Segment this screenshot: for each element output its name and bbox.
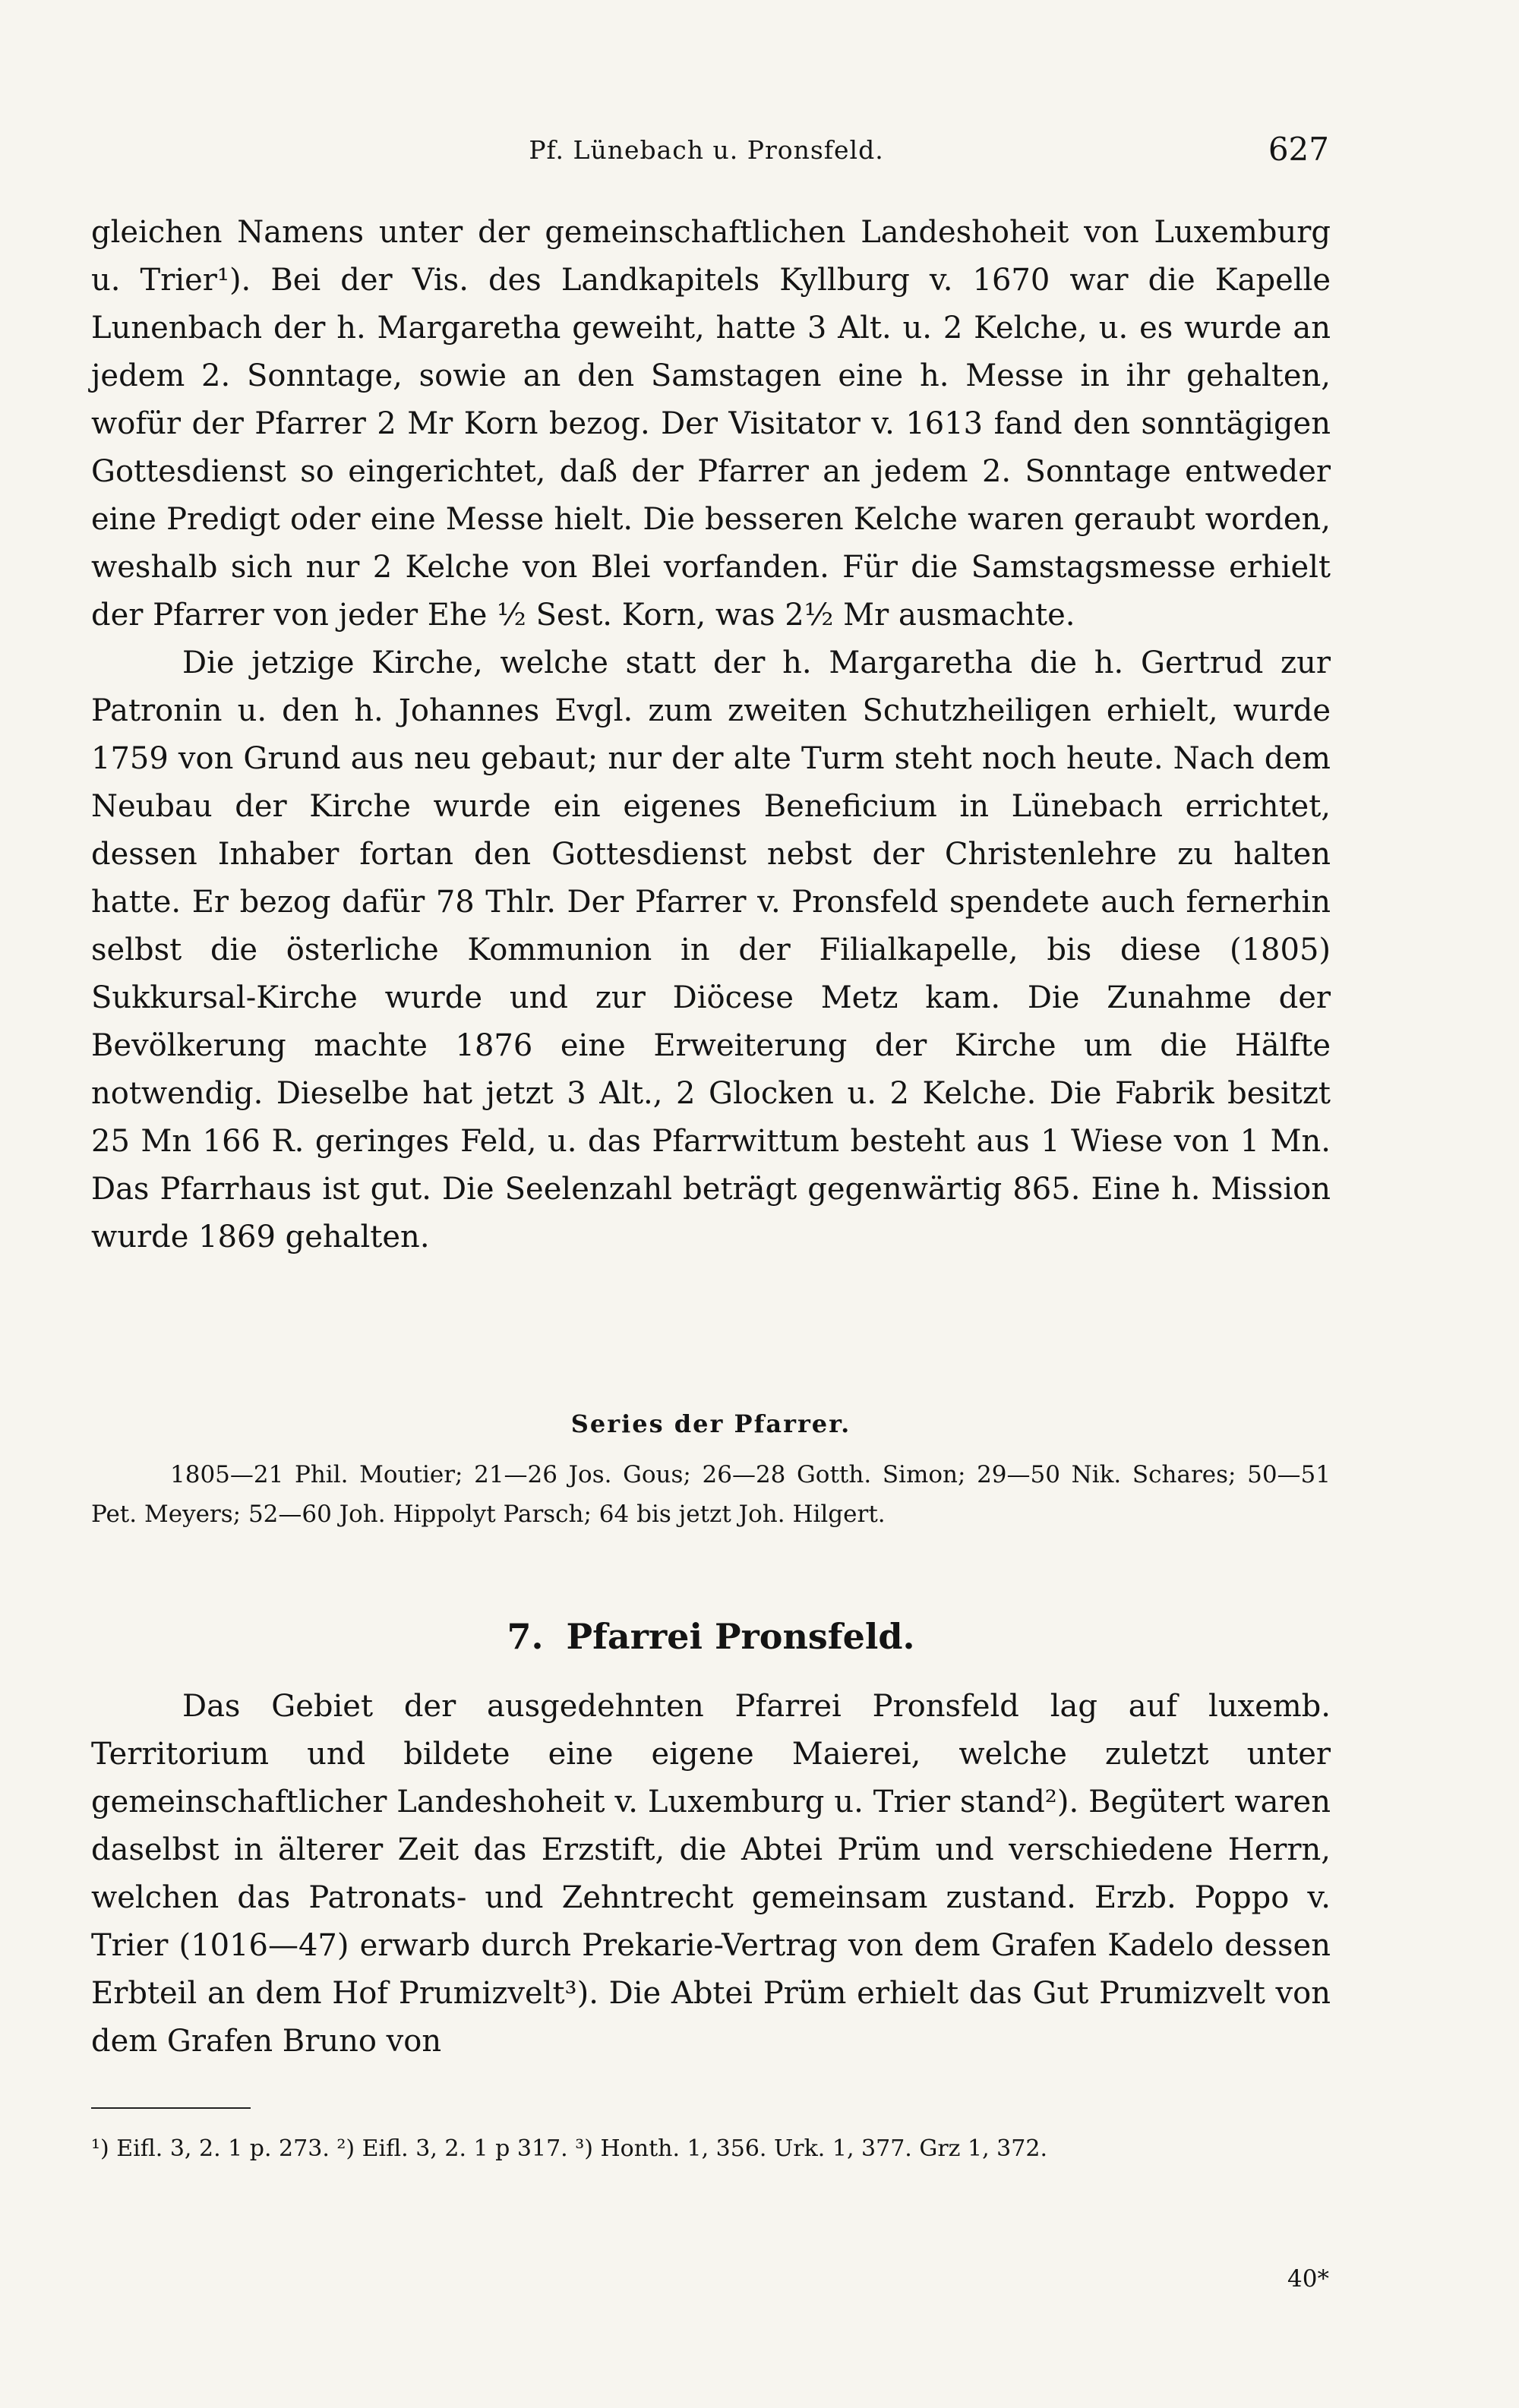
footnotes: ¹) Eifl. 3, 2. 1 p. 273. ²) Eifl. 3, 2. 1 p 317. ³) Honth. 1, 356. Urk. 1, 377. Grz 1, 372.	[91, 2135, 1047, 2162]
section-pronsfeld-text	[91, 1683, 1331, 2066]
paragraph: Die jetzige Kirche, welche statt der h. Margaretha die h. Gertrud zur Patronin u. den h. Johannes Evgl. zum zweiten Schutzheiligen erhielt, wurde 1759 von Grund aus neu gebaut; nur der alte Turm steht noch heute. Nach dem Neubau der Kirche wurde ein eigenes Beneficium in Lünebach errichtet, dessen Inhaber fortan den Gottesdienst nebst der Christenlehre zu halten hatte. Er bezog dafür 78 Thlr. Der Pfarrer v. Pronsfeld spendete auch fernerhin selbst die österliche Kommunion in der Filialkapelle, bis diese (1805) Sukkursal-Kirche wurde und zur Diöcese Metz kam. Die Zunahme der Bevölkerung machte 1876 eine Erweiterung der Kirche um die Hälfte notwendig. Dieselbe hat jetzt 3 Alt., 2 Glocken u. 2 Kelche. Die Fabrik besitzt 25 Mn 166 R. geringes Feld, u. das Pfarrwittum besteht aus 1 Wiese von 1 Mn. Das Pfarrhaus ist gut. Die Seelenzahl beträgt gegenwärtig 865. Eine h. Mission wurde 1869 gehalten.	[91, 645, 1331, 1254]
series-list: 1805—21 Phil. Moutier; 21—26 Jos. Gous; 26—28 Gotth. Simon; 29—50 Nik. Schares; 50—51 Pet. Meyers; 52—60 Joh. Hippolyt Parsch; 64 bis jetzt Joh. Hilgert.	[91, 1461, 1331, 1528]
signature-mark: 40*	[1287, 2265, 1329, 2293]
paragraph: Das Gebiet der ausgedehnten Pfarrei Pronsfeld lag auf luxemb. Territorium und bildete eine eigene Maierei, welche zuletzt unter gemeinschaftlicher Landeshoheit v. Luxemburg u. Trier stand²). Begütert waren daselbst in älterer Zeit das Erzstift, die Abtei Prüm und verschiedene Herrn, welchen das Patronats- und Zehntrecht gemeinsam zustand. Erzb. Poppo v. Trier (1016—47) erwarb durch Prekarie-Vertrag von dem Grafen Kadelo dessen Erbteil an dem Hof Prumizvelt³). Die Abtei Prüm erhielt das Gut Prumizvelt von dem Grafen Bruno von	[91, 1689, 1331, 2059]
section-number: 7.	[507, 1616, 544, 1657]
running-title: Pf. Lünebach u. Pronsfeld.	[529, 135, 884, 165]
series-heading: Series der Pfarrer.	[570, 1409, 851, 1438]
paragraph: gleichen Namens unter der gemeinschaftlichen Landeshoheit von Luxemburg u. Trier¹). Bei der Vis. des Landkapitels Kyllburg v. 1670 war die Kapelle Lunenbach der h. Margaretha geweiht, hatte 3 Alt. u. 2 Kelche, u. es wurde an jedem 2. Sonntage, sowie an den Samstagen eine h. Messe in ihr gehalten, wofür der Pfarrer 2 Mr Korn bezog. Der Visitator v. 1613 fand den sonntägigen Gottesdienst so eingerichtet, daß der Pfarrer an jedem 2. Sonntage entweder eine Predigt oder eine Messe hielt. Die besseren Kelche waren geraubt worden, weshalb sich nur 2 Kelche von Blei vorfanden. Für die Samstagsmesse erhielt der Pfarrer von jeder Ehe ½ Sest. Korn, was 2½ Mr ausmachte.	[91, 215, 1331, 633]
section-heading	[91, 1616, 1331, 1657]
footnote-divider	[91, 2107, 251, 2109]
section-lunebach-text	[91, 209, 1331, 1261]
section-title: Pfarrei Pronsfeld.	[566, 1616, 915, 1657]
page-number: 627	[1268, 131, 1329, 168]
